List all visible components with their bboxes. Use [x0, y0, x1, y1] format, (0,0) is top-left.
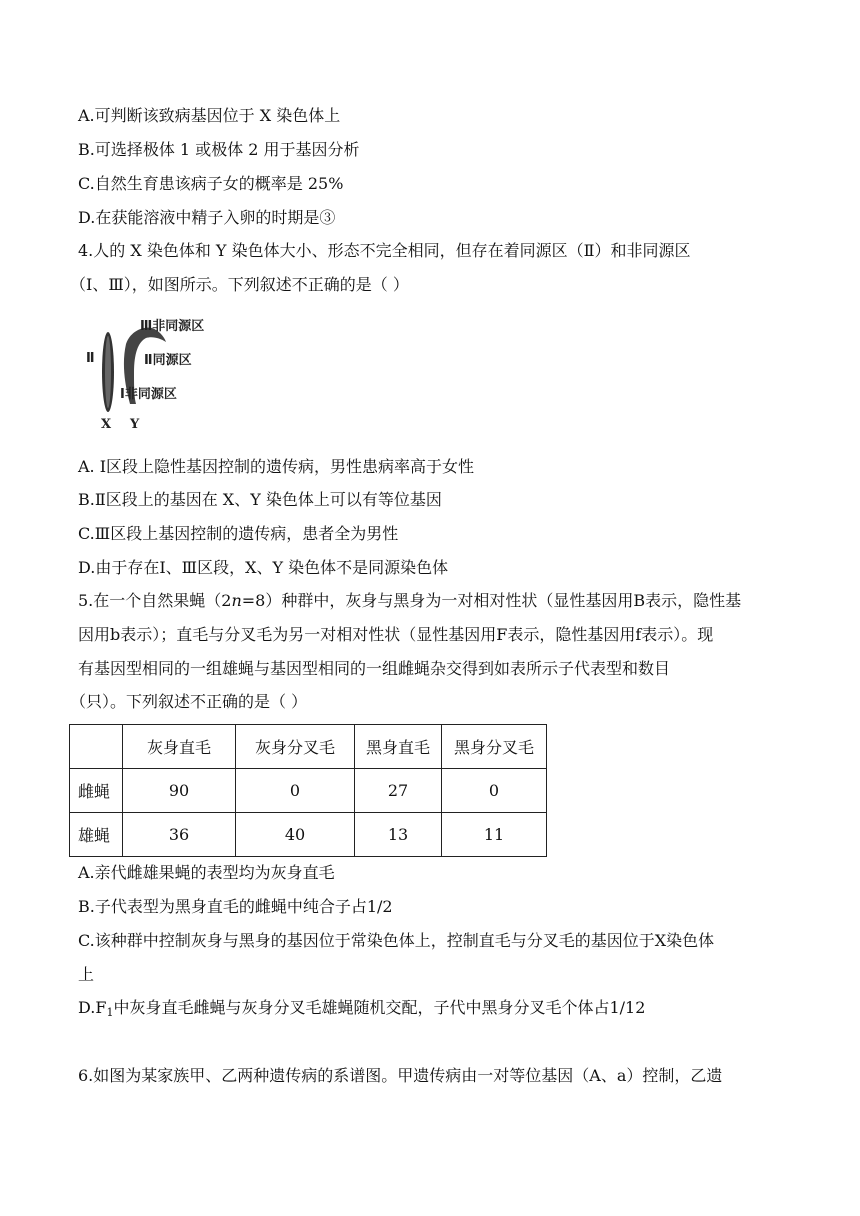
- label-ii-left: Ⅱ: [86, 351, 95, 366]
- table-header-row: [70, 725, 547, 769]
- q4-option-b: B.Ⅱ区段上的基因在 X、Y 染色体上可以有等位基因: [78, 490, 442, 509]
- q5-option-a: A.亲代雌雄果蝇的表型均为灰身直毛: [78, 863, 335, 882]
- table-cell: 36: [123, 813, 236, 857]
- label-x: X: [101, 417, 112, 432]
- table-header-cell: 黑身直毛: [355, 725, 442, 769]
- q4-option-c: C.Ⅲ区段上基因控制的遗传病，患者全为男性: [78, 524, 399, 543]
- q4-stem-line2: （Ⅰ、Ⅲ），如图所示。下列叙述不正确的是（ ）: [70, 275, 409, 294]
- table-row: [70, 769, 547, 813]
- q5-option-d: $D.F_1$中灰身直毛雌蝇与灰身分叉毛雄蝇随机交配，子代中黑身分叉毛个体占1/12: [78, 998, 646, 1019]
- label-i-nonhomologous: Ⅰ非同源区: [120, 387, 177, 402]
- q3-option-a: A.可判断该致病基因位于 X 染色体上: [78, 106, 341, 125]
- q3-option-d: D.在获能溶液中精子入卵的时期是③: [78, 208, 336, 227]
- q4-option-a: A. Ⅰ区段上隐性基因控制的遗传病，男性患病率高于女性: [78, 457, 475, 476]
- table-cell: 0: [442, 769, 547, 813]
- table-cell: 40: [236, 813, 355, 857]
- table-cell: 雄蝇: [70, 813, 123, 857]
- q5-stem-line4: （只）。下列叙述不正确的是（ ）: [70, 692, 308, 711]
- q4-stem-line1: 4.人的 X 染色体和 Y 染色体大小、形态不完全相同，但存在着同源区（Ⅱ）和非同源区: [78, 241, 691, 260]
- table-row: [70, 813, 547, 857]
- q5-stem-line3: 有基因型相同的一组雄蝇与基因型相同的一组雌蝇杂交得到如表所示子代表型和数目: [78, 659, 671, 678]
- q3-option-c: C.自然生育患该病子女的概率是 25%: [78, 174, 344, 193]
- q5-option-c-line2: 上: [78, 965, 95, 984]
- q5-option-b: B.子代表型为黑身直毛的雌蝇中纯合子占1/2: [78, 897, 393, 916]
- table-cell: 0: [236, 769, 355, 813]
- q4-option-d: D.由于存在Ⅰ、Ⅲ区段，X、Y 染色体不是同源染色体: [78, 558, 449, 577]
- table-header-cell: 灰身分叉毛: [236, 725, 355, 769]
- xy-chromosome-figure: [86, 312, 246, 432]
- table-cell: 雌蝇: [70, 769, 123, 813]
- offspring-table: [69, 724, 547, 857]
- q3-option-b: B.可选择极体 1 或极体 2 用于基因分析: [78, 140, 360, 159]
- q5-option-c-line1: C.该种群中控制灰身与黑身的基因位于常染色体上，控制直毛与分叉毛的基因位于X染色体: [78, 931, 715, 950]
- label-y: Y: [130, 417, 140, 432]
- table-cell: 90: [123, 769, 236, 813]
- table-header-cell: 灰身直毛: [123, 725, 236, 769]
- q5-stem-line1: 5.在一个自然果蝇（2n=8）种群中，灰身与黑身为一对相对性状（显性基因用B表示，隐性基: [78, 591, 742, 610]
- q6-stem-line1: 6.如图为某家族甲、乙两种遗传病的系谱图。甲遗传病由一对等位基因（A、a）控制，乙遗: [78, 1066, 723, 1085]
- label-ii-homologous: Ⅱ同源区: [144, 353, 192, 368]
- table-cell: 11: [442, 813, 547, 857]
- label-iii-nonhomologous: Ⅲ非同源区: [140, 319, 205, 334]
- table-cell: 27: [355, 769, 442, 813]
- table-header-cell: 黑身分叉毛: [442, 725, 547, 769]
- table-cell: 13: [355, 813, 442, 857]
- table-header-cell: [70, 725, 123, 769]
- q5-stem-line2: 因用b表示）；直毛与分叉毛为另一对相对性状（显性基因用F表示，隐性基因用f表示）。现: [78, 625, 714, 644]
